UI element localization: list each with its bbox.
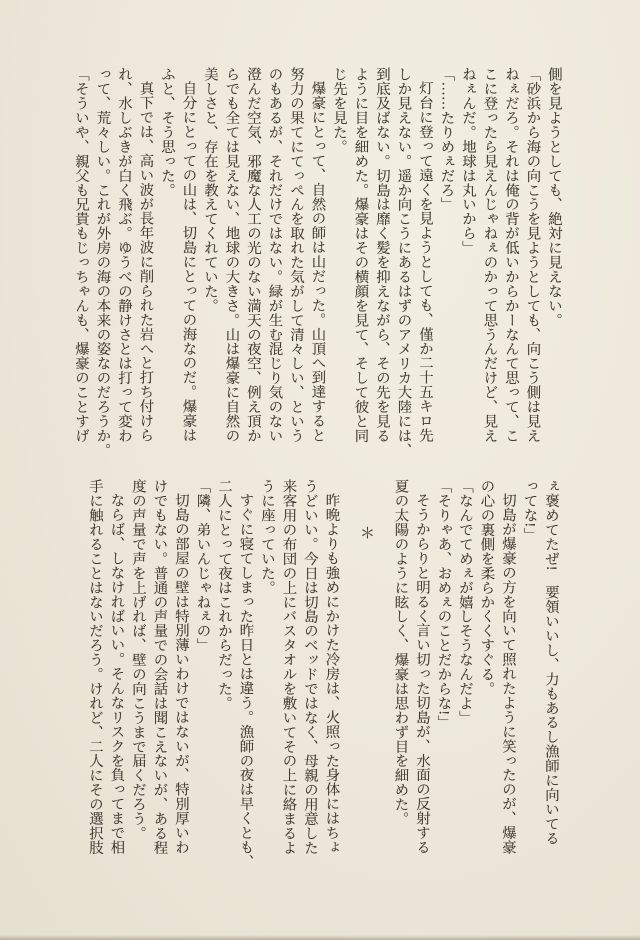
text-column: 真下では、高い波が長年波に削られた岩へと打ち付けら bbox=[137, 81, 154, 443]
text-column: 「隣、弟いんじゃねぇの」 bbox=[194, 479, 211, 653]
section-divider: ＊ bbox=[358, 525, 374, 541]
text-column: うどいい。今日は切島のベッドではなく、母親の用意した bbox=[302, 479, 318, 855]
text-column: 来客用の布団の上にバスタオルを敷いてその上に絡まるよ bbox=[280, 479, 297, 855]
text-column: 「砂浜から海の向こうを見ようとしても、向こう側は見え bbox=[524, 67, 541, 443]
text-column: 側を見ようとしても、絶対に見えない。 bbox=[546, 67, 562, 328]
text-column: ように目を細めた。爆豪はその横顔を見て、そして彼と同 bbox=[352, 67, 369, 443]
text-column: ならば、しなければいい。そんなリスクを負ってまで相 bbox=[108, 493, 125, 855]
text-column: しか見えない。遥か向こうにあるはずのアメリカ大陸には、 bbox=[395, 67, 412, 458]
text-column: の心の裏側を柔らかくくすぐる。 bbox=[478, 479, 495, 696]
text-block-top bbox=[70, 67, 565, 459]
text-column: ねぇだろ。それは俺の背が低いからかーなんて思って、こ bbox=[503, 67, 519, 443]
text-column: 到底及ばない。切島は靡く髪を抑えながら、その先を見る bbox=[374, 67, 390, 443]
text-column: ねぇんだ。地球は丸いから」 bbox=[460, 67, 476, 255]
text-column: って、荒々しい。これが外房の海の本来の姿なのだろうか。 bbox=[94, 67, 111, 458]
text-column: 「……たりめぇだろ」 bbox=[438, 67, 455, 212]
text-column: けでもない。普通の声量での会話は聞こえないが、ある程 bbox=[151, 479, 168, 855]
text-column: らでも全ては見えない、地球の大きさ。山は爆豪に自然の bbox=[223, 67, 240, 443]
text-column: 夏の太陽のように眩しく、爆豪は思わず目を細めた。 bbox=[392, 479, 409, 826]
text-column: 灯台に登って遠くを見ようとしても、僅か二十五キロ先 bbox=[417, 81, 433, 443]
text-column: 切島の部屋の壁は特別薄いわけではないが、特別厚いわ bbox=[173, 493, 189, 855]
text-column: うに座っていた。 bbox=[259, 479, 275, 595]
text-column: 爆豪にとって、自然の師は山だった。山頂へ到達すると bbox=[309, 81, 326, 443]
text-column: 澄んだ空気、邪魔な人工の光のない満天の夜空、例え頂か bbox=[245, 67, 261, 443]
text-column: 自分にとっての山は、切島にとっての海なのだ。爆豪は bbox=[180, 81, 197, 443]
text-column: のもあるが、それだけではない。緑が生む混じり気のない bbox=[266, 67, 283, 443]
text-column: れ、水しぶきが白く飛ぶ。ゆうべの静けさとは打って変わ bbox=[116, 67, 132, 443]
text-column: 「なんでてめぇが嬉しそうなんだよ」 bbox=[457, 479, 473, 725]
text-column: こに登ったら見えんじゃねぇのかって思うんだけど、見え bbox=[481, 67, 498, 443]
text-column: 二人にとって夜はこれからだった。 bbox=[216, 479, 232, 711]
text-column: そうからりと明るく言い切った切島が、水面の反射する bbox=[414, 493, 430, 855]
text-column: すぐに寝てしまった昨日とは違う。漁師の夜は早くとも、 bbox=[237, 493, 254, 870]
text-block-bottom bbox=[84, 479, 562, 903]
text-column: ふと、そう思った。 bbox=[159, 67, 175, 198]
text-column: じ先を見た。 bbox=[331, 67, 347, 154]
text-column: 「そりゃあ、おめぇのことだからな!」 bbox=[435, 479, 452, 730]
text-column: 昨晩よりも強めにかけた冷房は、火照った身体にはちょ bbox=[323, 493, 340, 855]
text-column: 美しさと、存在を教えてくれていた。 bbox=[202, 67, 218, 313]
text-column: 手に触れることはないだろう。けれど、二人にその選択肢 bbox=[87, 479, 103, 855]
text-column: 「そういや、親父も兄貴もじっちゃんも、爆豪のことすげ bbox=[73, 67, 89, 443]
text-column: ぇ褒めてたぜ! 要領いいし、力もあるし漁師に向いてる bbox=[543, 479, 559, 846]
text-column: ってな!」 bbox=[521, 479, 538, 542]
text-column: 度の声量で声を上げれば、壁の向こうまで届くだろう。 bbox=[130, 479, 146, 841]
text-column: 努力の果てにてっぺんを取れた気がして清々しい、という bbox=[288, 67, 304, 443]
text-column: 切島が爆豪の方を向いて照れたように笑ったのが、爆豪 bbox=[500, 493, 516, 855]
